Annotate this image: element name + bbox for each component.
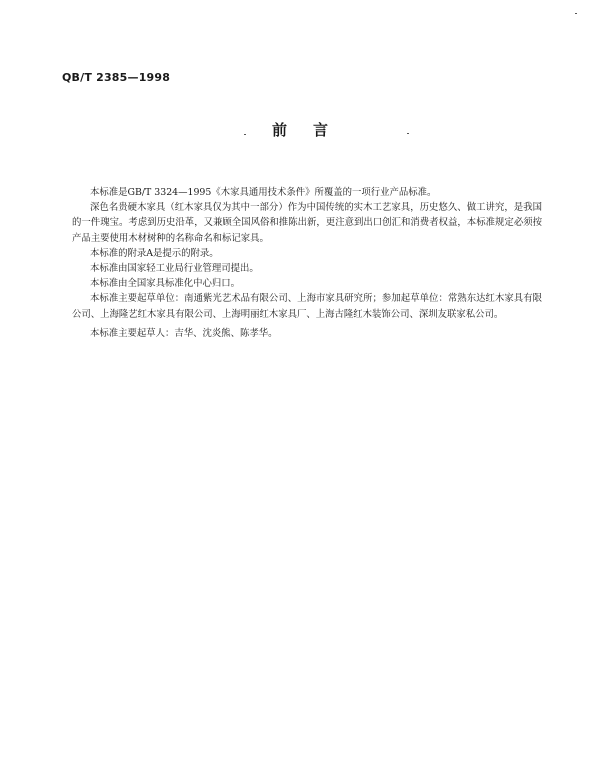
paragraph-proposer: 本标准由国家轻工业局行业管理司提出。 bbox=[90, 263, 259, 275]
paragraph-drafters: 本标准主要起草人：吉华、沈炎熊、陈孝华。 bbox=[90, 327, 278, 339]
paragraph-drafting-units: 本标准主要起草单位：南通紫光艺术品有限公司、上海市家具研究所；参加起草单位：常熟东达红木家具有限公司、上海隆艺红木家具有限公司、上海明丽红木家具厂、上海古隆红木装饰公司、深圳友联家私公司。 bbox=[72, 293, 542, 320]
foreword-body bbox=[72, 185, 542, 341]
paragraph-appendix: 本标准的附录A是提示的附录。 bbox=[90, 247, 219, 259]
scan-speck bbox=[575, 13, 577, 14]
scan-speck bbox=[407, 133, 409, 134]
paragraph-scope: 本标准是GB/T 3324—1995《木家具通用技术条件》所覆盖的一项行业产品标准。 bbox=[90, 187, 437, 198]
paragraph-centralizer: 本标准由全国家具标准化中心归口。 bbox=[90, 278, 241, 290]
standard-code: QB/T 2385—1998 bbox=[62, 71, 171, 84]
paragraph-background: 深色名贵硬木家具（红木家具仅为其中一部分）作为中国传统的实木工艺家具，历史悠久、做工讲究，是我国的一件瑰宝。考虑到历史沿革，又兼顾全国风俗和推陈出新，更注意到出口创汇和消费者权益，本标准规定必须按产品主要使用木材树种的名称命名和标记家具。 bbox=[72, 202, 542, 244]
page-heading: 前言 bbox=[271, 121, 354, 139]
scan-speck bbox=[244, 134, 246, 135]
